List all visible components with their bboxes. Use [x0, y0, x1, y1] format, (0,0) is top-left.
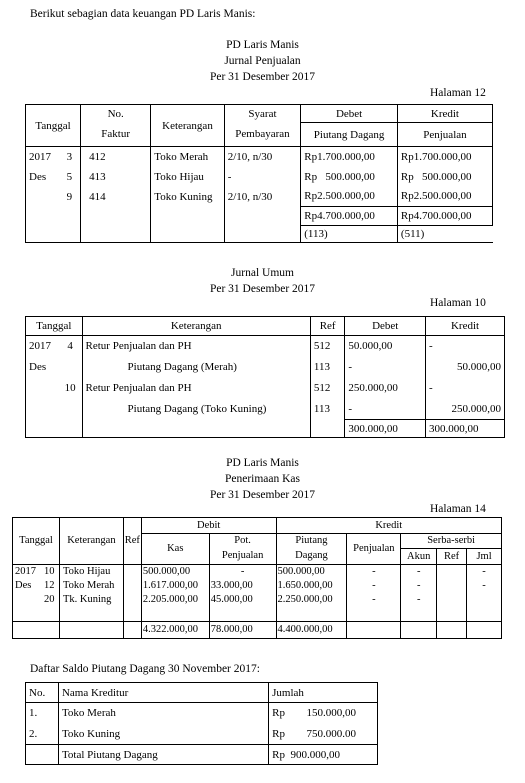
total-row [26, 745, 378, 765]
cell-keterangan: Toko Merah [59, 579, 123, 593]
col-nama: Nama Kreditur [58, 683, 268, 703]
sales-journal-title: Jurnal Penjualan [224, 55, 301, 67]
cell-syarat: - [224, 167, 301, 187]
total-piutang: 4.400.000,00 [276, 621, 347, 638]
cell-year: Des [26, 167, 59, 187]
total-label: Total Piutang Dagang [58, 745, 268, 765]
table-row [26, 399, 505, 420]
col-pembayaran: Pembayaran [224, 123, 301, 147]
table-row [26, 147, 493, 167]
table-row [26, 167, 493, 187]
table-row [26, 357, 505, 378]
col-kredit: Kredit [276, 518, 501, 534]
balance-title: Daftar Saldo Piutang Dagang 30 November 2017: [30, 663, 260, 675]
col-tanggal: Tanggal [26, 317, 83, 336]
sales-journal-company: PD Laris Manis [226, 39, 299, 51]
col-penjualan: Penjualan [397, 123, 492, 147]
table-row [13, 593, 502, 607]
general-journal-table [25, 316, 505, 438]
cell-ref: 113 [310, 357, 344, 378]
col-debet: Debet [345, 317, 426, 336]
cell-keterangan: Retur Penjualan dan PH [82, 378, 310, 399]
general-journal-date: Per 31 Desember 2017 [209, 283, 316, 295]
col-debit: Debit [141, 518, 276, 534]
total-row [13, 621, 502, 638]
total-row [26, 207, 493, 226]
table-row [26, 187, 493, 207]
cell-pot: - [209, 565, 276, 580]
general-journal-page: Halaman 10 [430, 297, 486, 309]
col-dagang: Dagang [276, 549, 347, 565]
cell-year: 2017 [26, 336, 59, 357]
cell-penjualan: - [347, 579, 401, 593]
cell-penjualan: - [347, 593, 401, 607]
cell-pot: 45.000,00 [209, 593, 276, 607]
cell-faktur: 412 [81, 147, 151, 167]
cell-piutang: 2.250.000,00 [276, 593, 347, 607]
cell-debet: Rp1.700.000,00 [301, 147, 398, 167]
ref-debet: (113) [301, 226, 398, 243]
cash-receipts-table [12, 517, 502, 639]
col-syarat: Syarat [224, 105, 301, 123]
cell-no: 1. [26, 703, 59, 724]
cell-kredit: 50.000,00 [426, 357, 505, 378]
total-kas: 4.322.000,00 [141, 621, 209, 638]
cell-kas: 500.000,00 [141, 565, 209, 580]
cell-day: 9 [59, 187, 81, 207]
cell-kredit: 250.000,00 [426, 399, 505, 420]
cell-piutang: 1.650.000,00 [276, 579, 347, 593]
cell-keterangan: Toko Hijau [59, 565, 123, 580]
cell-no: 2. [26, 724, 59, 745]
cell-year [26, 399, 59, 420]
cell-jml [467, 593, 502, 607]
col-penjualan-kredit: Penjualan [347, 534, 401, 565]
cell-day: 12 [39, 579, 59, 593]
ref-kredit: (511) [397, 226, 492, 243]
cell-keterangan: Retur Penjualan dan PH [82, 336, 310, 357]
total-row [26, 420, 505, 438]
cell-keterangan: Toko Kuning [151, 187, 224, 207]
total-debet: 300.000,00 [345, 420, 426, 438]
cell-kas: 2.205.000,00 [141, 593, 209, 607]
cell-year [26, 378, 59, 399]
col-ref: Ref [310, 317, 344, 336]
sales-journal-table [25, 104, 493, 243]
balance-table [25, 682, 378, 765]
cash-receipts-date: Per 31 Desember 2017 [209, 489, 316, 501]
cell-akun: - [401, 579, 437, 593]
col-faktur: Faktur [81, 123, 151, 147]
cell-faktur: 413 [81, 167, 151, 187]
cell-akun: - [401, 593, 437, 607]
cell-keterangan: Piutang Dagang (Toko Kuning) [82, 399, 310, 420]
cell-day: 5 [59, 167, 81, 187]
cell-kredit: Rp1.700.000,00 [397, 147, 492, 167]
cell-ref: 512 [310, 378, 344, 399]
col-kas: Kas [141, 534, 209, 565]
col-debet: Debet [301, 105, 398, 123]
cell-debet: - [345, 399, 426, 420]
cash-receipts-company: PD Laris Manis [226, 457, 299, 469]
cell-kas: 1.617.000,00 [141, 579, 209, 593]
col-no: No. [81, 105, 151, 123]
cell-debet: - [345, 357, 426, 378]
col-kredit: Kredit [426, 317, 505, 336]
sales-journal-page: Halaman 12 [430, 87, 486, 99]
cell-day [59, 357, 82, 378]
cell-year: Des [13, 579, 40, 593]
ref-row [26, 226, 493, 243]
cell-debet: Rp2.500.000,00 [301, 187, 398, 207]
total-kredit: 300.000,00 [426, 420, 505, 438]
col-piutang-dagang: Piutang Dagang [301, 123, 398, 147]
col-piutang: Piutang [276, 534, 347, 549]
cell-amount: 750.000.00 [306, 727, 356, 740]
cell-piutang: 500.000,00 [276, 565, 347, 580]
cell-kredit: - [426, 378, 505, 399]
cell-debet: 50.000,00 [345, 336, 426, 357]
cell-ref: 113 [310, 399, 344, 420]
cell-kredit: - [426, 336, 505, 357]
col-ref: Ref [123, 518, 141, 565]
general-journal-title: Jurnal Umum [231, 267, 294, 279]
total-kredit: Rp4.700.000,00 [397, 207, 492, 226]
col-keterangan: Keterangan [82, 317, 310, 336]
cell-nama: Toko Merah [58, 703, 268, 724]
cell-currency: Rp [272, 707, 285, 720]
cell-kredit: Rp2.500.000,00 [397, 187, 492, 207]
cell-ref: 512 [310, 336, 344, 357]
intro-text: Berikut sebagian data keuangan PD Laris Manis: [30, 8, 256, 20]
col-akun: Akun [401, 549, 437, 565]
col-keterangan: Keterangan [59, 518, 123, 565]
cell-pot: 33.000,00 [209, 579, 276, 593]
table-row [26, 724, 378, 745]
cell-jml: - [467, 565, 502, 580]
cell-year: Des [26, 357, 59, 378]
cell-currency: Rp [272, 727, 285, 740]
col-tanggal: Tanggal [26, 105, 81, 147]
col-kredit: Kredit [397, 105, 492, 123]
cell-syarat: 2/10, n/30 [224, 147, 301, 167]
cash-receipts-page: Halaman 14 [430, 503, 486, 515]
cell-syarat: 2/10, n/30 [224, 187, 301, 207]
cell-jml: - [467, 579, 502, 593]
cell-day: 10 [59, 378, 82, 399]
cell-akun: - [401, 565, 437, 580]
cell-year [26, 187, 59, 207]
cell-year [13, 593, 40, 607]
table-row [26, 378, 505, 399]
col-no: No. [26, 683, 59, 703]
table-row [13, 565, 502, 580]
cell-day: 3 [59, 147, 81, 167]
col-pot: Pot. [209, 534, 276, 549]
table-row [26, 336, 505, 357]
cell-kredit: Rp 500.000,00 [397, 167, 492, 187]
col-tanggal: Tanggal [13, 518, 60, 565]
cell-day: 20 [39, 593, 59, 607]
col-keterangan: Keterangan [151, 105, 224, 147]
col-serba-serbi: Serba-serbi [401, 534, 502, 549]
sales-journal-date: Per 31 Desember 2017 [209, 71, 316, 83]
cash-receipts-title: Penerimaan Kas [224, 473, 301, 485]
cell-day: 10 [39, 565, 59, 580]
cell-amount: 150.000,00 [306, 707, 356, 720]
cell-debet: 250.000,00 [345, 378, 426, 399]
total-pot: 78.000,00 [209, 621, 276, 638]
cell-keterangan: Tk. Kuning [59, 593, 123, 607]
table-row [13, 579, 502, 593]
cell-year: 2017 [13, 565, 40, 580]
total-value: Rp 900.000,00 [269, 745, 378, 765]
cell-keterangan: Piutang Dagang (Merah) [82, 357, 310, 378]
cell-year: 2017 [26, 147, 59, 167]
cell-day [59, 399, 82, 420]
cell-faktur: 414 [81, 187, 151, 207]
cell-keterangan: Toko Hijau [151, 167, 224, 187]
cell-debet: Rp 500.000,00 [301, 167, 398, 187]
cell-keterangan: Toko Merah [151, 147, 224, 167]
col-ref2: Ref [437, 549, 467, 565]
cell-day: 4 [59, 336, 82, 357]
col-jml: Jml [467, 549, 502, 565]
total-debet: Rp4.700.000,00 [301, 207, 398, 226]
cell-penjualan: - [347, 565, 401, 580]
cell-nama: Toko Kuning [58, 724, 268, 745]
col-penjualan: Penjualan [209, 549, 276, 565]
table-row [26, 703, 378, 724]
col-jumlah: Jumlah [269, 683, 378, 703]
